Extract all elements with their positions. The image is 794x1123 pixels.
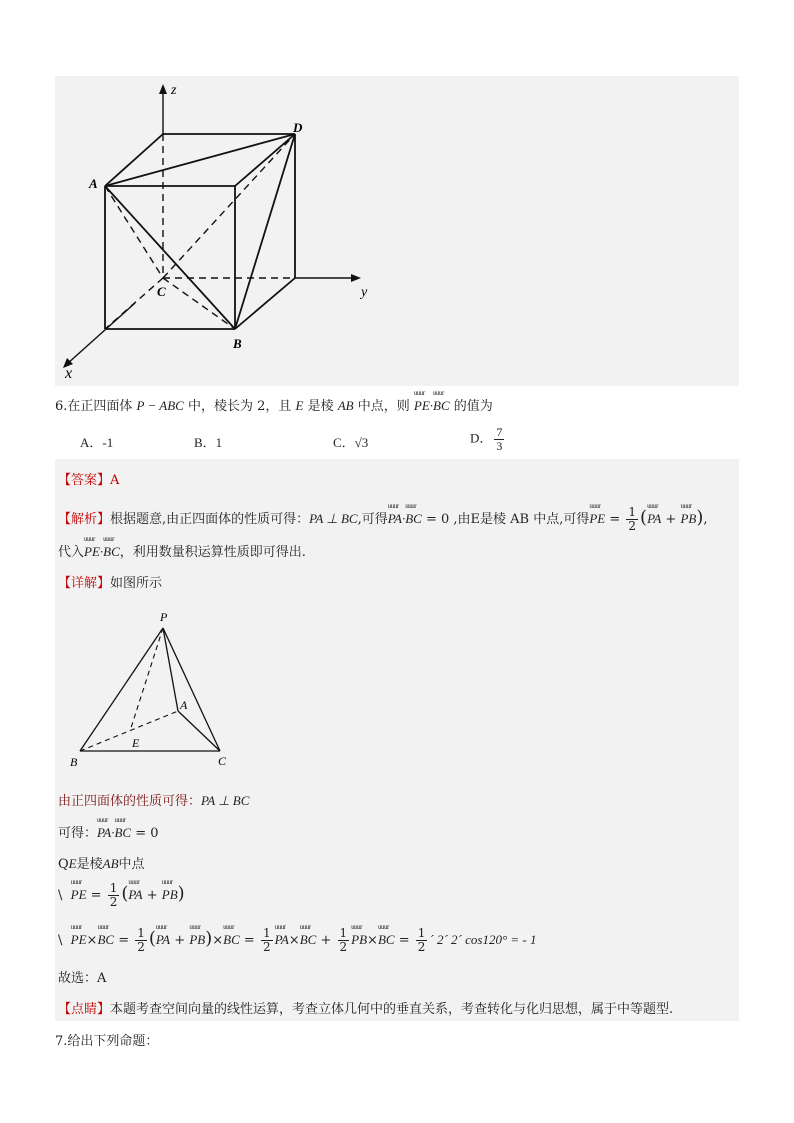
q6-tail: 的值为	[449, 399, 493, 414]
analysis-tag: 【解析】	[58, 512, 111, 527]
point-label-c: C	[157, 284, 166, 299]
tetra-label-b: B	[70, 755, 78, 769]
q6-vector-bc: uuur BC	[433, 398, 450, 414]
q6-vector-pe: uuur PE	[414, 398, 430, 414]
q6-option-c: C．√3	[333, 435, 369, 450]
step-3: QE是棱AB中点	[58, 856, 145, 872]
q6-point-e: E	[295, 398, 304, 413]
step-4: \ uuur PE = $\frac{1}{2}$ (uuur PA + uuur PB)	[58, 882, 185, 909]
detail-tag: 【详解】	[58, 576, 111, 591]
point-label-d: D	[293, 120, 303, 135]
point-label-a: A	[89, 176, 98, 191]
analysis-line-2: 代入uuur PE·uuur BC，利用数量积运算性质即可得出.	[58, 541, 306, 560]
q6-edge-ab: AB	[337, 398, 354, 413]
step-6: 故选：A	[58, 971, 107, 986]
q6-text-1: 中，棱长为 2，且	[183, 399, 296, 414]
axis-label-x: x	[65, 365, 73, 382]
answer-value: A	[110, 473, 120, 488]
answer-tag: 【答案】	[58, 473, 111, 488]
tetra-label-c: C	[218, 754, 227, 768]
q6-dot: ·	[429, 398, 434, 413]
q6-tetrahedron: P − ABC	[136, 398, 184, 413]
q7-stem: 7.给出下列命题：	[55, 1034, 159, 1049]
axis-label-z: z	[171, 83, 177, 98]
detail-line	[58, 572, 162, 591]
analysis-line-1: 【解析】根据题意,由正四面体的性质可得：PA ⊥ BC,可得uuur PA·uuur BC = 0 ,由E是棱 AB 中点,可得uuur PE = $\frac{1}{2}$ (uuur PA + uuur PB),	[58, 506, 708, 533]
q6-text-2: 是棱	[303, 399, 338, 414]
step-5: \ uuur PE×uuur BC = $\frac{1}{2}$ (uuur PA + uuur PB)×uuur BC = $\frac{1}{2}$ uuur PA×uuur BC + $\frac{1}{2}$ uuur PB×uuur BC = $\frac{1}{2}$ ´ 2´ 2´ cos120° = - 1	[58, 927, 537, 954]
axis-label-y: y	[361, 285, 368, 300]
answer-line	[58, 469, 119, 488]
q6-intro: 6.在正四面体	[55, 399, 137, 414]
q6-option-d: D． $\frac{7}{3}$	[470, 425, 503, 453]
comment-text: 本题考查空间向量的线性运算，考查立体几何中的垂直关系，考查转化与化归思想，属于中等题型.	[110, 1002, 674, 1017]
tetrahedron-diagram	[60, 605, 250, 775]
cube-diagram	[55, 76, 385, 386]
step-2: 可得：uuur PA·uuur BC = 0	[58, 822, 159, 841]
q6-text-3: 中点，则	[353, 399, 414, 414]
comment-tag: 【点睛】	[58, 1002, 111, 1017]
q6-stem	[55, 395, 493, 414]
q6-option-a: A．-1	[80, 435, 114, 450]
tetra-label-p: P	[160, 610, 168, 624]
tetra-label-a: A	[180, 698, 188, 712]
step-1: 由正四面体的性质可得：PA ⊥ BC	[58, 793, 250, 809]
detail-text: 如图所示	[110, 576, 163, 591]
comment-line	[58, 998, 673, 1017]
analysis-perp: PA ⊥ BC	[309, 511, 358, 526]
q6-option-b: B．1	[194, 435, 223, 450]
tetra-label-e: E	[132, 736, 140, 750]
point-label-b: B	[233, 336, 242, 351]
